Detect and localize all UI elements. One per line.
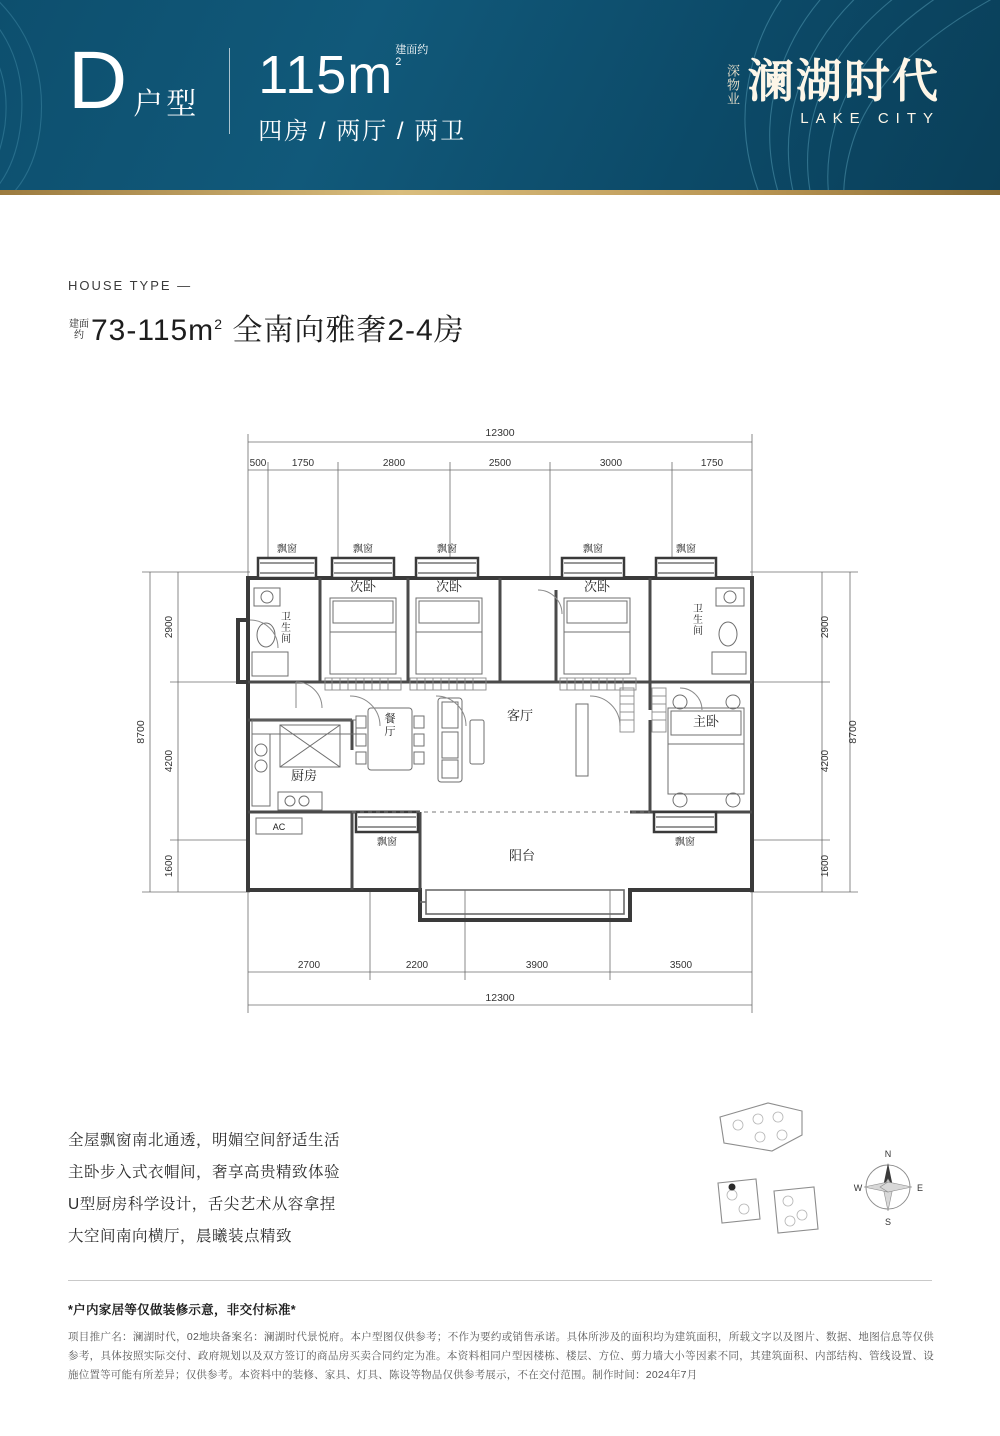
dim-bottom-2: 3900 [525,960,549,971]
bay-window-label-1: 飘窗 [353,544,373,555]
room-label-bedroom-1: 次卧 [349,579,377,594]
feature-item-2: U型厨房科学设计，舌尖艺术从容拿捏 [68,1196,336,1213]
house-type-letter: D [68,35,128,126]
floor-plan-svg [120,420,880,1040]
bay-window-labels [277,542,696,848]
footer-disclaimer: 项目推广名：澜湖时代，02地块备案名：澜湖时代景悦府。本户型图仅供参考；不作为要约或销售承诺。具体所涉及的面积均为建筑面积，所载文字以及图片、数据、地图信息等仅供参考，具体按照实际交付、政府规划以及双方签订的商品房买卖合同约定为准。本资料相同户型因楼栋、楼层、方位、剪力墙大小等因素不同，其建筑面积、内部结构、管线设置、设施位置等可能有所差异；仅供参考。本资料中的装修、家具、灯具、陈设等物品仅供参考展示，不在交付范围。制作时间：2024年7月 [68,1331,934,1381]
dim-bottom-total: 12300 [485,992,515,1004]
windows [260,563,714,827]
area-unit [395,44,428,73]
site-map-svg [710,1095,940,1260]
house-type-label: 户型 [133,88,200,121]
bay-window-label-4: 飘窗 [676,544,696,555]
header-divider [229,48,230,134]
compass-west: W [853,1183,863,1193]
compass-icon [854,1149,923,1227]
logo-chinese-name: 澜湖时代 [748,56,940,107]
dim-top-5: 1750 [700,458,724,469]
footer-divider [68,1280,932,1281]
room-label-bedroom-2: 次卧 [435,579,463,594]
dim-left-1: 4200 [164,749,175,773]
room-label-balcony: 阳台 [508,848,536,863]
title-main-tail: 全南向雅奢2-4房 [222,314,465,347]
footer-note: *户内家居等仅做装修示意，非交付标准* [68,1303,296,1317]
dim-top-0: 500 [249,458,267,469]
dim-bottom-1: 2200 [405,960,429,971]
dim-top-4: 3000 [599,458,623,469]
dim-bottom-0: 2700 [297,960,321,971]
bay-window-label-3: 飘窗 [583,544,603,555]
site-location-map [710,1095,940,1260]
compass-south: S [884,1217,892,1227]
area-unit-sup: 2 [395,56,402,68]
room-label-bathroom-1: 卫生间 [281,612,291,645]
dim-left-2: 1600 [164,854,175,878]
dim-top-1: 1750 [291,458,315,469]
room-label-living-room: 客厅 [506,708,534,723]
floor-plan [120,420,880,1040]
dim-right-0: 2900 [820,615,831,639]
room-composition: 四房 / 两厅 / 两卫 [258,117,467,145]
title-prefix: 建面约 [69,319,89,341]
dim-right-1: 4200 [820,749,831,773]
gold-divider [0,190,1000,195]
title-main-text: 73-115m [91,314,215,347]
logo-english-name: LAKE CITY [800,110,940,127]
dim-top-total: 12300 [485,427,515,439]
brand-logo [725,58,940,127]
room-label-dining: 餐厅 [384,713,396,738]
bay-window-label-6: 飘窗 [675,837,695,848]
dim-right-total: 8700 [847,720,859,744]
right-dimension-lines [750,572,858,892]
dim-left-total: 8700 [135,720,147,744]
dim-right-2: 1600 [820,854,831,878]
dim-left-0: 2900 [164,615,175,639]
feature-item-0: 全屋飘窗南北通透，明媚空间舒适生活 [68,1132,341,1149]
walls [238,558,752,920]
bay-window-label-2: 飘窗 [437,544,457,555]
title-main [91,308,465,347]
compass-north: N [884,1149,892,1159]
left-dimension-lines [142,572,250,892]
bay-window-label-5: 飘窗 [377,837,397,848]
compass-east: E [916,1183,924,1193]
feature-list [68,1125,588,1253]
room-label-bathroom-2: 卫生间 [693,604,703,637]
page-header [0,0,1000,190]
house-type-headline [68,35,467,146]
house-type-en-label: HOUSE TYPE — [68,278,193,293]
feature-item-1: 主卧步入式衣帽间，奢享高贵精致体验 [68,1164,341,1181]
bay-window-label-0: 飘窗 [277,544,297,555]
page-title [68,308,465,347]
dim-top-3: 2500 [488,458,512,469]
site-marker [729,1184,736,1191]
room-label-bedroom-3: 次卧 [583,579,611,594]
logo-developer-name: 深物业 [725,64,740,106]
dim-top-2: 2800 [382,458,406,469]
title-main-sup: 2 [214,316,223,332]
room-label-kitchen: 厨房 [290,768,318,783]
area-block [258,44,466,146]
site-blocks [718,1103,818,1233]
room-label-master-bedroom: 主卧 [692,714,720,729]
area-unit-label: 建面约 [395,44,429,56]
area-value: 115m [258,44,394,105]
area-value-row [258,44,466,103]
dim-bottom-3: 3500 [669,960,693,971]
feature-item-3: 大空间南向横厅，晨曦装点精致 [68,1228,293,1245]
ac-label: AC [272,822,286,832]
